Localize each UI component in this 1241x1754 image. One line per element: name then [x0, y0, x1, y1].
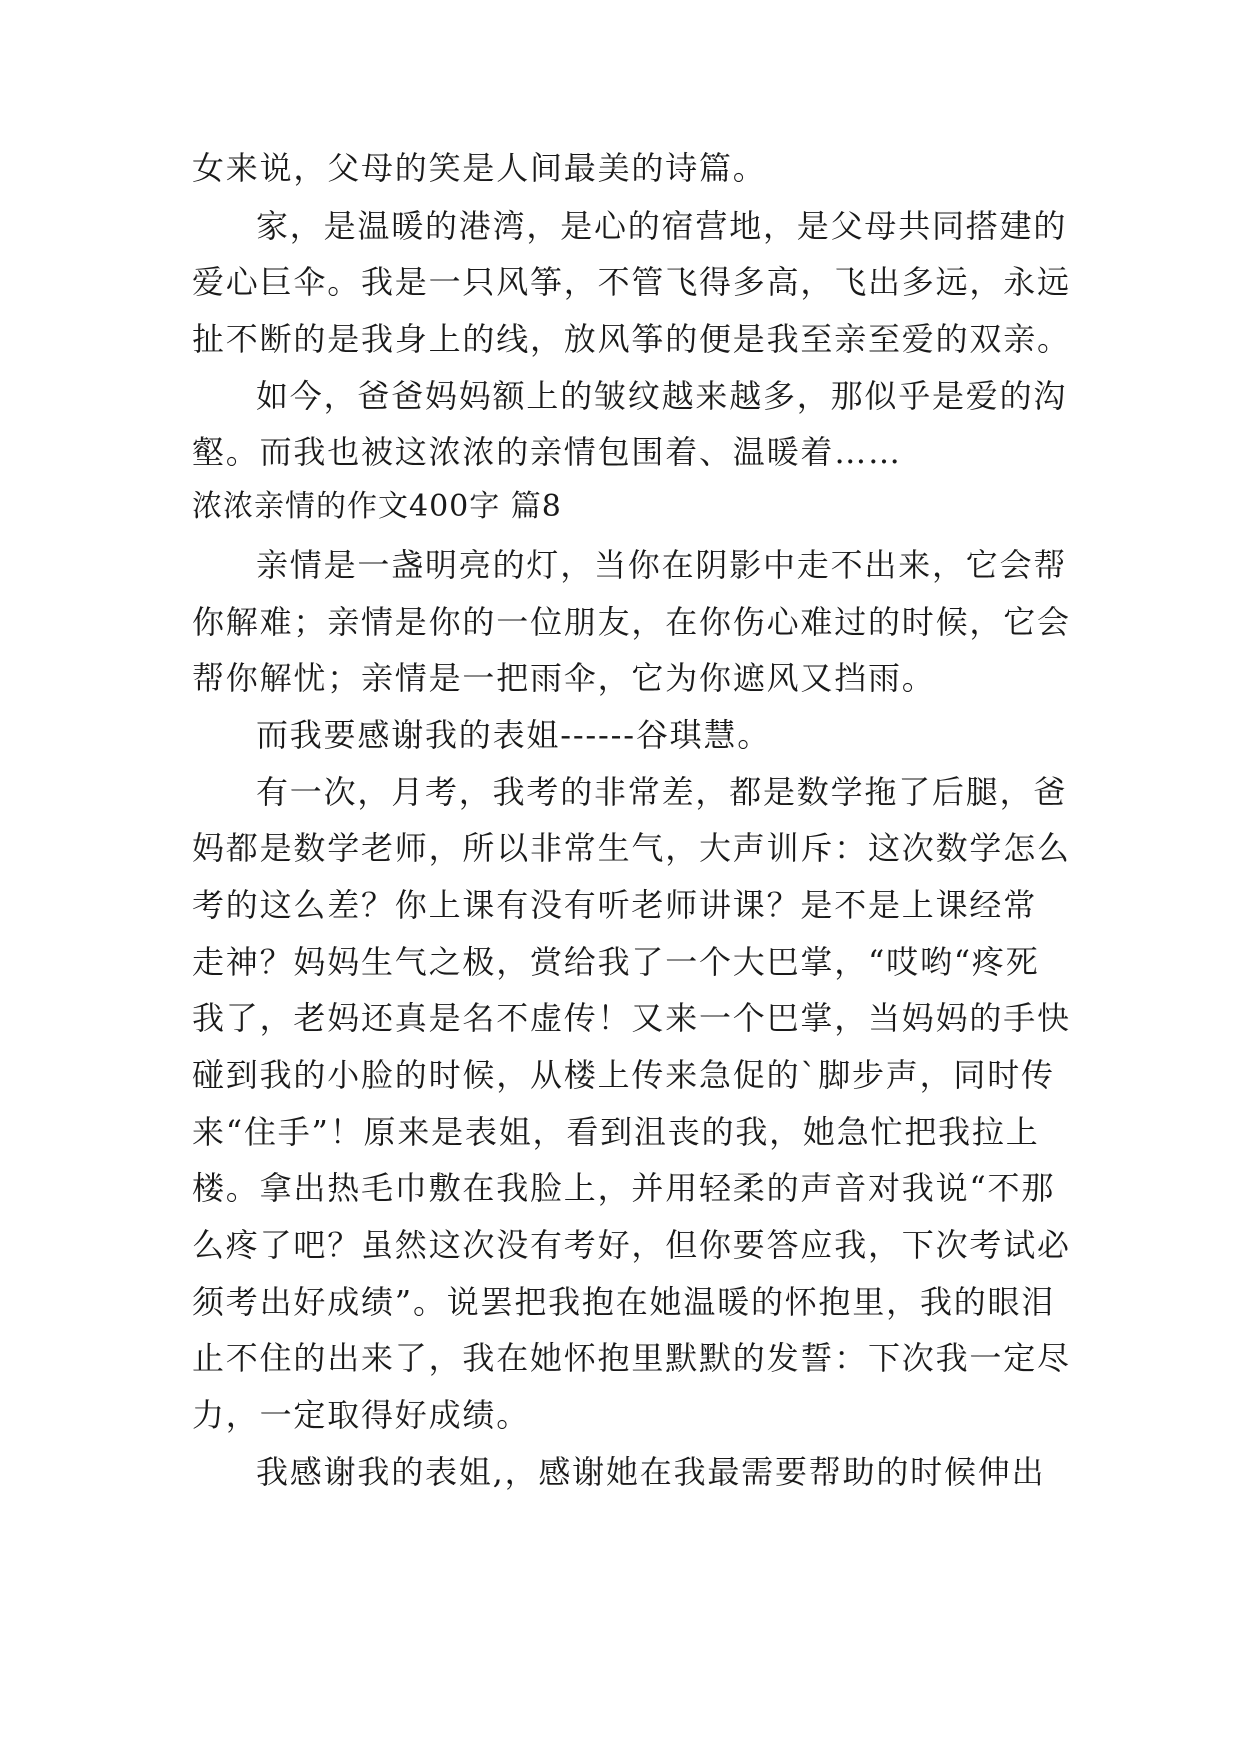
text-line: 走神？妈妈生气之极，赏给我了一个大巴掌，“哎哟“疼死: [192, 943, 1040, 981]
text-line: 壑。而我也被这浓浓的亲情包围着、温暖着……: [192, 433, 902, 471]
text-line: 你解难；亲情是你的一位朋友，在你伤心难过的时候，它会: [192, 603, 1071, 641]
text-line: 止不住的出来了，我在她怀抱里默默的发誓：下次我一定尽: [192, 1339, 1071, 1377]
text-line: 碰到我的小脸的时候，从楼上传来急促的`脚步声，同时传: [192, 1056, 1055, 1094]
text-line: 扯不断的是我身上的线，放风筝的便是我至亲至爱的双亲。: [192, 320, 1071, 358]
section-heading: 浓浓亲情的作文400字 篇8: [192, 489, 562, 524]
paragraph-line: 家，是温暖的港湾，是心的宿营地，是父母共同搭建的: [256, 207, 1068, 245]
text-line: 来“住手”！原来是表姐，看到沮丧的我，她急忙把我拉上: [192, 1113, 1040, 1151]
text-line: 么疼了吧？虽然这次没有考好，但你要答应我，下次考试必: [192, 1226, 1071, 1264]
paragraph-line: 如今，爸爸妈妈额上的皱纹越来越多，那似乎是爱的沟: [256, 377, 1068, 415]
paragraph-line: 有一次，月考，我考的非常差，都是数学拖了后腿，爸: [256, 773, 1068, 811]
text-line: 须考出好成绩”。说罢把我抱在她温暖的怀抱里，我的眼泪: [192, 1283, 1056, 1321]
paragraph-line: 我感谢我的表姐,，感谢她在我最需要帮助的时候伸出: [256, 1453, 1046, 1491]
paragraph-line: 亲情是一盏明亮的灯，当你在阴影中走不出来，它会帮: [256, 546, 1068, 584]
text-line: 爱心巨伞。我是一只风筝，不管飞得多高，飞出多远，永远: [192, 263, 1071, 301]
text-line: 考的这么差？你上课有没有听老师讲课？是不是上课经常: [192, 886, 1038, 924]
text-line: 女来说，父母的笑是人间最美的诗篇。: [192, 149, 767, 187]
text-line: 帮你解忧；亲情是一把雨伞，它为你遮风又挡雨。: [192, 659, 936, 697]
text-line: 楼。拿出热毛巾敷在我脸上，并用轻柔的声音对我说“不那: [192, 1169, 1056, 1207]
paragraph-line: 而我要感谢我的表姐------谷琪慧。: [256, 716, 772, 754]
text-line: 力，一定取得好成绩。: [192, 1396, 531, 1434]
text-line: 我了，老妈还真是名不虚传！又来一个巴掌，当妈妈的手快: [192, 999, 1071, 1037]
text-line: 妈都是数学老师，所以非常生气，大声训斥：这次数学怎么: [192, 829, 1071, 867]
